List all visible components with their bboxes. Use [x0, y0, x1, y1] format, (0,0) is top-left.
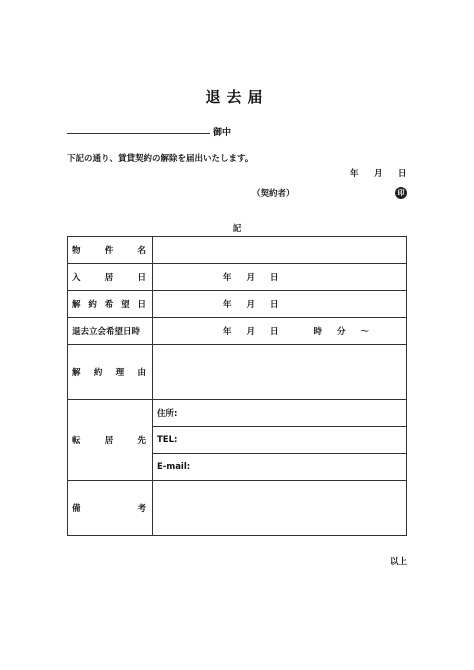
- month-label: 月: [246, 273, 255, 283]
- table-row: [68, 237, 407, 264]
- closing-mark: 以上: [390, 557, 408, 567]
- cancel-date-field[interactable]: [153, 291, 407, 318]
- label-char: 解: [72, 368, 81, 378]
- tel-label: TEL:: [157, 435, 178, 445]
- label-char: 日: [137, 300, 146, 310]
- label-char: 由: [137, 368, 146, 378]
- intro-text: 下記の通り、賃貸契約の解除を届出いたします。: [67, 154, 254, 164]
- property-label: [68, 237, 153, 264]
- month-label: 月: [246, 327, 255, 337]
- label-char: 望: [121, 300, 130, 310]
- header-month: 月: [374, 169, 383, 179]
- label-char: 入: [72, 273, 81, 283]
- year-label: 年: [223, 300, 232, 310]
- day-label: 日: [269, 300, 279, 310]
- hour-label: 時: [313, 327, 322, 337]
- table-row: [68, 400, 407, 427]
- label-char: 解: [72, 300, 81, 310]
- label-char: 居: [104, 436, 114, 446]
- inspection-field[interactable]: [153, 318, 407, 345]
- reason-field[interactable]: [153, 345, 407, 400]
- addressee-blank-line: [67, 133, 210, 134]
- addressee-suffix: 御中: [213, 128, 232, 138]
- table-row: [68, 291, 407, 318]
- label-char: 約: [93, 368, 103, 378]
- label-char: 日: [137, 273, 146, 283]
- year-label: 年: [223, 327, 232, 337]
- move-in-field[interactable]: [153, 264, 407, 291]
- label-char: 居: [104, 273, 114, 283]
- header-year: 年: [350, 169, 359, 179]
- cancel-date-label: [68, 291, 153, 318]
- remarks-label: [68, 481, 153, 536]
- month-label: 月: [246, 300, 255, 310]
- header-day: 日: [398, 169, 407, 179]
- forwarding-address-field[interactable]: [153, 400, 407, 427]
- label-char: 名: [137, 246, 146, 256]
- property-field[interactable]: [153, 237, 407, 264]
- table-row: [68, 264, 407, 291]
- label-char: 希: [104, 300, 114, 310]
- day-label: 日: [269, 273, 279, 283]
- label-char: 考: [137, 504, 146, 514]
- label-char: 備: [72, 504, 81, 514]
- label-char: 約: [88, 300, 97, 310]
- table-row: [68, 481, 407, 536]
- tilde-mark: ～: [360, 327, 369, 337]
- ki-heading: 記: [232, 224, 242, 234]
- minute-label: 分: [336, 327, 346, 337]
- label-char: 件: [104, 246, 114, 256]
- table-row: [68, 318, 407, 345]
- day-label: 日: [269, 327, 279, 337]
- label-char: 先: [137, 436, 146, 446]
- document-title: 退去届: [205, 88, 269, 106]
- label-char: 転: [72, 436, 81, 446]
- label-char: 理: [115, 368, 125, 378]
- year-label: 年: [223, 273, 232, 283]
- forwarding-label: [68, 400, 153, 481]
- forwarding-tel-field[interactable]: [153, 427, 407, 454]
- email-label: E-mail:: [157, 462, 191, 472]
- notice-form-table: [67, 236, 407, 536]
- table-row: [68, 345, 407, 400]
- reason-label: [68, 345, 153, 400]
- remarks-field[interactable]: [153, 481, 407, 536]
- address-label: 住所:: [157, 409, 178, 419]
- label-char: 物: [72, 246, 81, 256]
- forwarding-email-field[interactable]: [153, 454, 407, 481]
- contractor-label: （契約者）: [252, 189, 295, 199]
- inspection-label: 退去立会希望日時: [68, 318, 153, 345]
- move-in-label: [68, 264, 153, 291]
- seal-icon: 印: [395, 187, 407, 199]
